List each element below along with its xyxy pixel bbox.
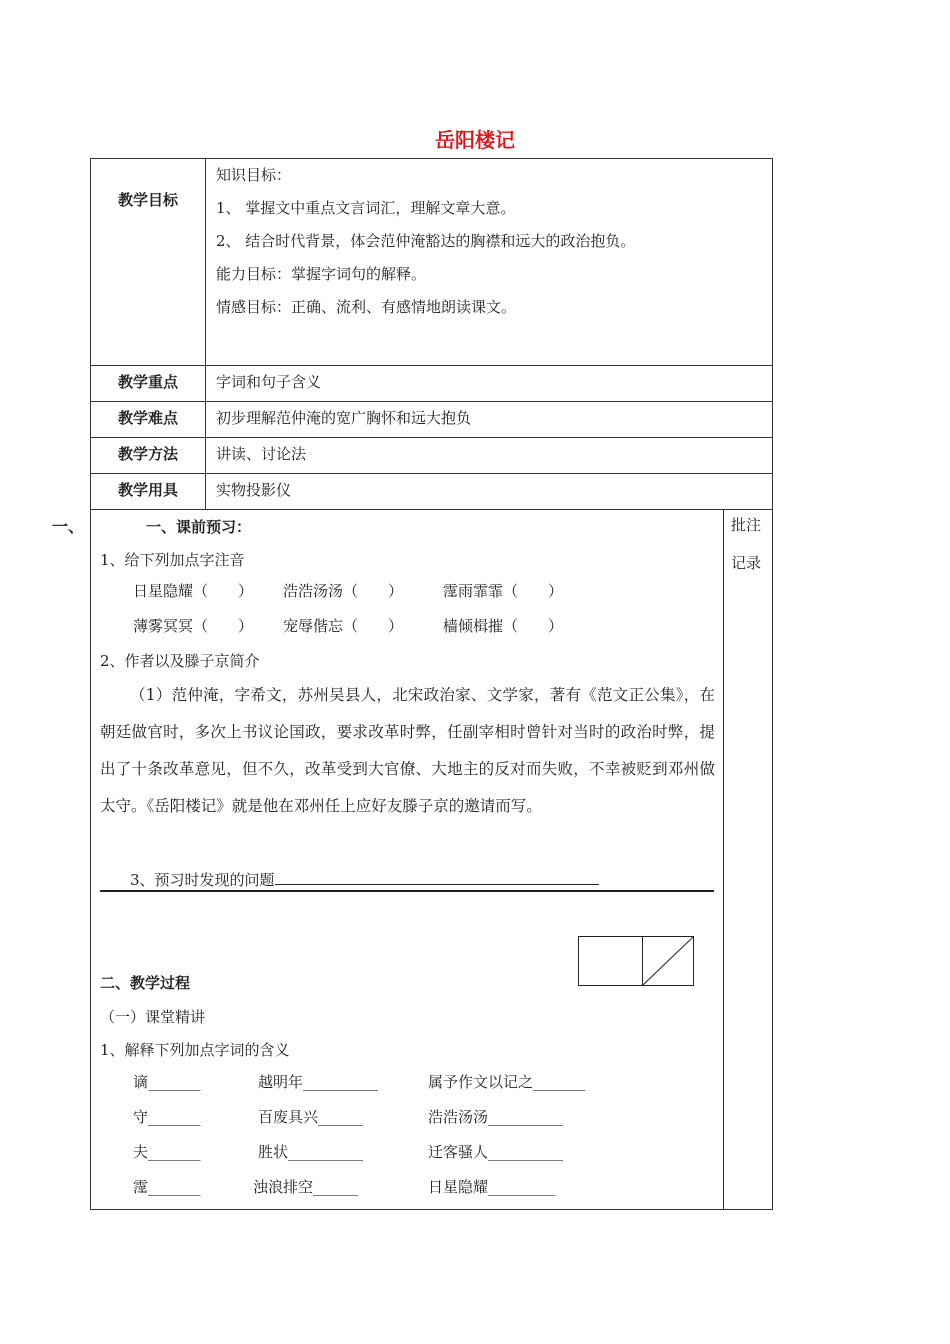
word-item: 浩浩汤汤__________	[428, 1108, 564, 1126]
question: 3、预习时发现的问题	[130, 869, 599, 890]
row-label: 教学难点	[91, 402, 206, 438]
question: 1、解释下列加点字词的含义	[100, 1041, 290, 1059]
word-item: 守_______	[133, 1108, 201, 1126]
row-value: 字词和句子含义	[206, 366, 773, 402]
pinyin-item: 宠辱偕忘（ ）	[283, 617, 404, 635]
objective-line: 能力目标：掌握字词句的解释。	[216, 265, 427, 283]
objective-line: 2、 结合时代背景，体会范仲淹豁达的胸襟和远大的政治抱负。	[216, 232, 636, 250]
word-item: 属予作文以记之_______	[428, 1073, 586, 1091]
row-value: 讲读、讨论法	[206, 438, 773, 474]
question: 2、作者以及滕子京简介	[100, 652, 260, 670]
word-item: 迁客骚人__________	[428, 1143, 564, 1161]
process-heading: 二、教学过程	[100, 974, 191, 992]
row-label: 教学方法	[91, 438, 206, 474]
notes-label: 记录	[731, 554, 762, 572]
objectives-label: 教学目标	[91, 159, 206, 366]
word-item: 日星隐耀_________	[428, 1178, 556, 1196]
margin-mark: 一、	[52, 517, 85, 536]
word-item: 谪_______	[133, 1073, 201, 1091]
divider	[100, 890, 714, 892]
notes-divider	[723, 510, 724, 1209]
objective-line: 情感目标：正确、流利、有感情地朗读课文。	[216, 298, 517, 316]
word-item: 越明年__________	[258, 1073, 379, 1091]
pinyin-item: 霪雨霏霏（ ）	[443, 582, 564, 600]
preview-heading: 一、课前预习：	[146, 518, 252, 536]
score-box	[578, 936, 694, 986]
objective-line: 1、 掌握文中重点文言词汇，理解文章大意。	[216, 199, 516, 217]
notes-label: 批注	[731, 516, 762, 534]
question: 1、给下列加点字注音	[100, 551, 245, 569]
pinyin-item: 浩浩汤汤（ ）	[283, 582, 404, 600]
pinyin-item: 薄雾冥冥（ ）	[133, 617, 254, 635]
page-title: 岳阳楼记	[435, 128, 515, 152]
word-item: 夫_______	[133, 1143, 201, 1161]
word-item: 胜状__________	[258, 1143, 364, 1161]
plan-table	[90, 158, 773, 510]
word-item: 霪_______	[133, 1178, 201, 1196]
diagonal-line	[643, 937, 694, 985]
word-item: 百废具兴______	[258, 1108, 364, 1126]
pinyin-item: 日星隐耀（ ）	[133, 582, 254, 600]
author-intro: （1）范仲淹，字希文，苏州吴县人，北宋政治家、文学家，著有《范文正公集》，在朝廷做官时，多次上书议论国政，要求改革时弊，任副宰相时曾针对当时的政治时弊，提出了十条改革意见，但不久，改革受到大官僚、大地主的反对而失败，不幸被贬到邓州做太守。《岳阳楼记》就是他在邓州任上应好友滕子京的邀请而写。	[100, 686, 715, 815]
row-value: 初步理解范仲淹的宽广胸怀和远大抱负	[206, 402, 773, 438]
objective-line: 知识目标：	[216, 166, 292, 184]
row-label: 教学用具	[91, 474, 206, 510]
word-item: 浊浪排空______	[253, 1178, 359, 1196]
row-label: 教学重点	[91, 366, 206, 402]
objectives-content	[206, 159, 773, 366]
pinyin-item: 樯倾楫摧（ ）	[443, 617, 564, 635]
row-value: 实物投影仪	[206, 474, 773, 510]
subheading: （一）课堂精讲	[100, 1008, 206, 1026]
